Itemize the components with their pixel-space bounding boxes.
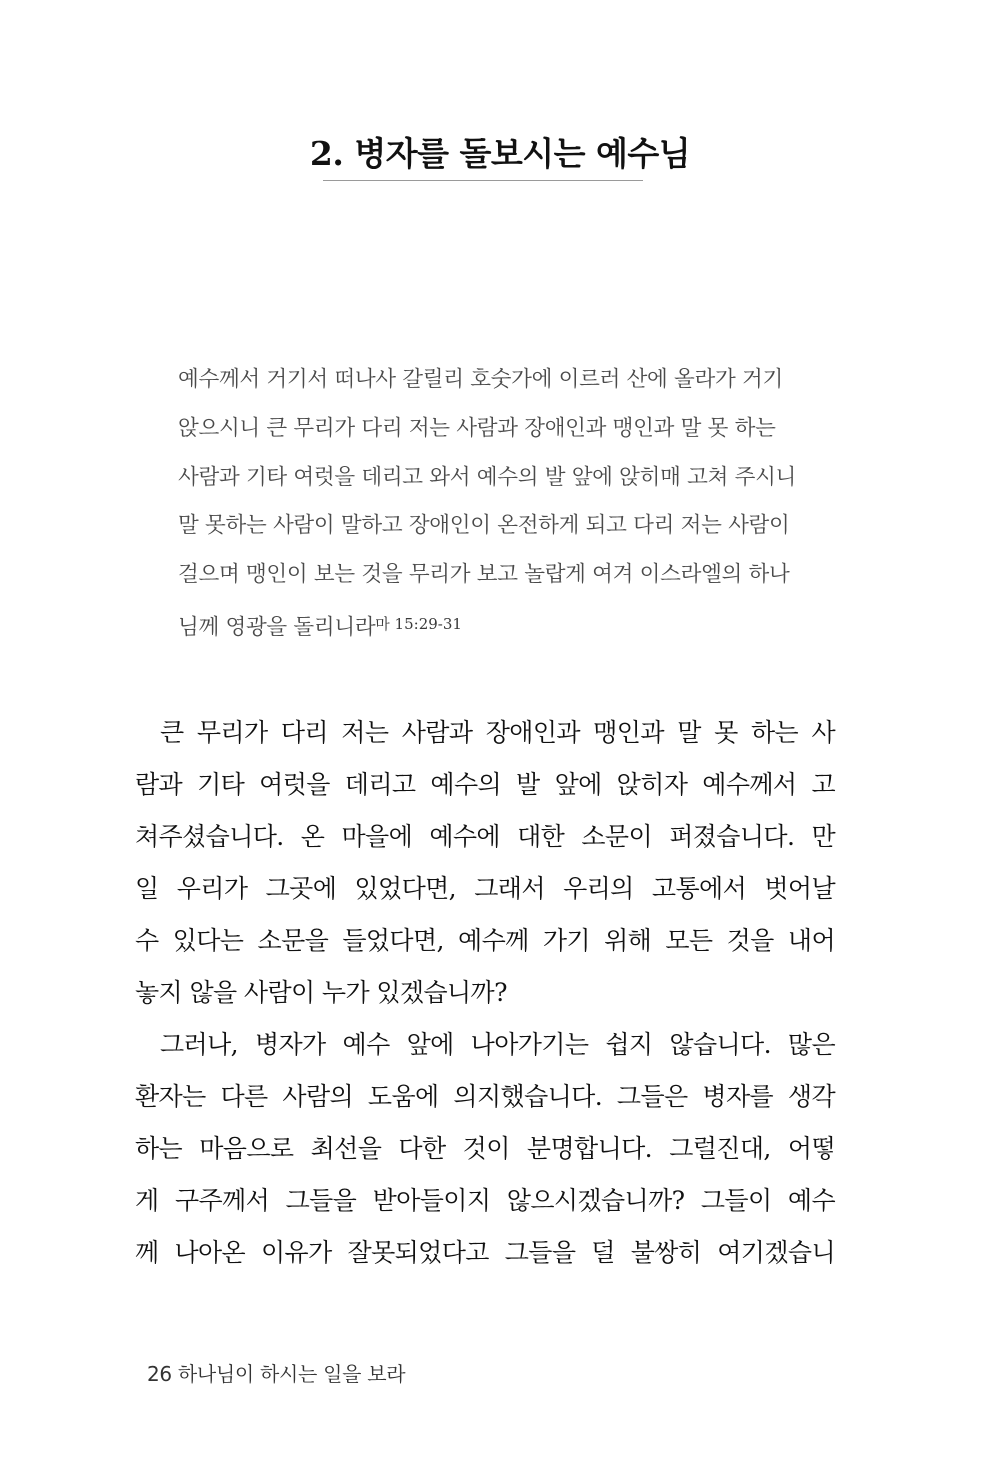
- body-text: [135, 707, 835, 1279]
- paragraph-line: 람과 기타 여럿을 데리고 예수의 발 앞에 앉히자 예수께서 고: [135, 770, 835, 799]
- paragraph-line: 환자는 다른 사람의 도움에 의지했습니다. 그들은 병자를 생각: [135, 1082, 835, 1111]
- quote-line: 걸으며 맹인이 보는 것을 무리가 보고 놀랍게 여겨 이스라엘의 하나: [178, 562, 790, 588]
- book-title: 하나님이 하시는 일을 보라: [177, 1362, 406, 1386]
- scripture-quote: [178, 356, 808, 653]
- paragraph-2: [135, 1019, 835, 1279]
- quote-line: 앉으시니 큰 무리가 다리 저는 사람과 장애인과 맹인과 말 못 하는: [178, 415, 776, 441]
- paragraph-line: 큰 무리가 다리 저는 사람과 장애인과 맹인과 말 못 하는 사: [160, 718, 835, 747]
- paragraph-line: 게 구주께서 그들을 받아들이지 않으시겠습니까? 그들이 예수: [135, 1186, 835, 1215]
- paragraph-line: 일 우리가 그곳에 있었다면, 그래서 우리의 고통에서 벗어날: [135, 874, 835, 903]
- page-number: 26: [147, 1362, 172, 1386]
- quote-line-last: [178, 600, 808, 653]
- paragraph-line: 그러나, 병자가 예수 앞에 나아가기는 쉽지 않습니다. 많은: [160, 1030, 835, 1059]
- page-footer: [147, 1358, 405, 1387]
- quote-line: 사람과 기타 여럿을 데리고 와서 예수의 발 앞에 앉히매 고쳐 주시니: [178, 464, 797, 490]
- scripture-reference: 마 15:29-31: [375, 614, 462, 633]
- paragraph-line: 께 나아온 이유가 잘못되었다고 그들을 덜 불쌍히 여기겠습니: [135, 1238, 835, 1267]
- paragraph-line: 하는 마음으로 최선을 다한 것이 분명합니다. 그럴진대, 어떻: [135, 1134, 835, 1163]
- paragraph-line: 수 있다는 소문을 들었다면, 예수께 가기 위해 모든 것을 내어: [135, 926, 835, 955]
- title-underline: [323, 180, 643, 181]
- quote-line: 예수께서 거기서 떠나사 갈릴리 호숫가에 이르러 산에 올라가 거기: [178, 367, 783, 392]
- paragraph-line: 쳐주셨습니다. 온 마을에 예수에 대한 소문이 퍼졌습니다. 만: [135, 822, 835, 851]
- chapter-title: 2. 병자를 돌보시는 예수님: [309, 134, 691, 173]
- paragraph-1: [135, 707, 835, 1019]
- quote-line: 말 못하는 사람이 말하고 장애인이 온전하게 되고 다리 저는 사람이: [178, 513, 790, 539]
- quote-line-text: 님께 영광을 돌리니라: [178, 614, 376, 640]
- paragraph-line: 놓지 않을 사람이 누가 있겠습니까?: [135, 978, 507, 1007]
